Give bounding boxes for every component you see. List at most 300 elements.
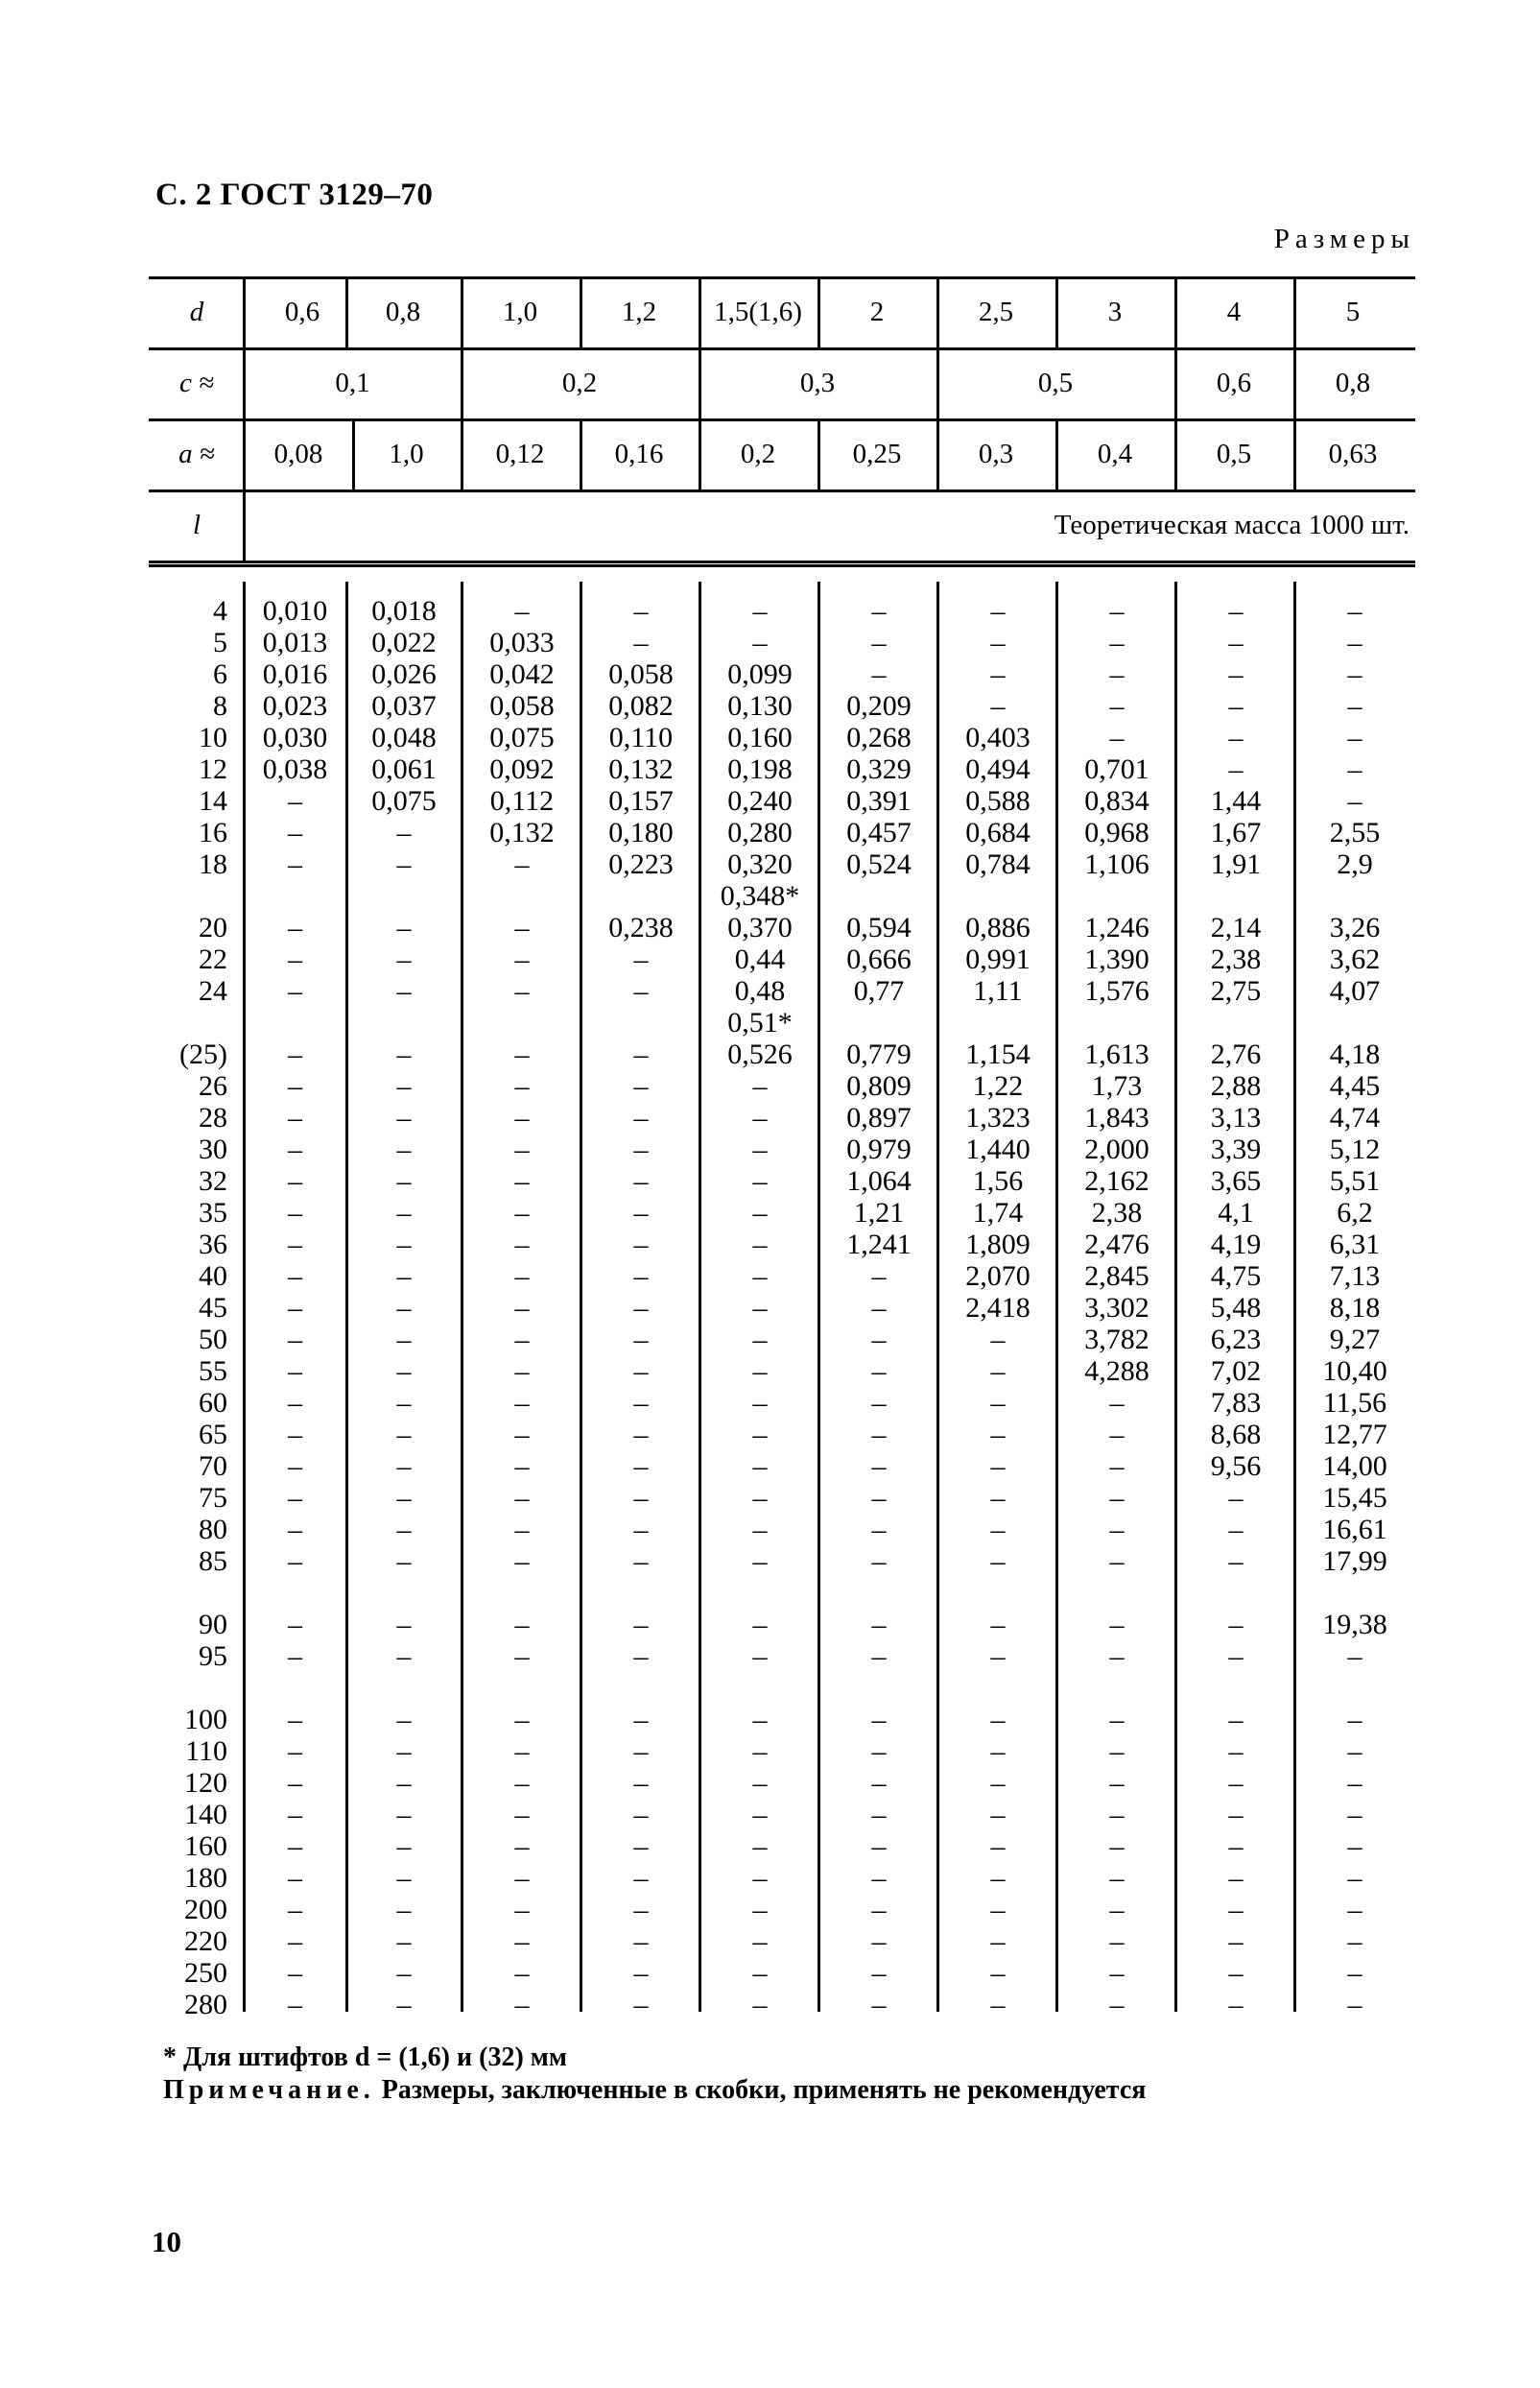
length-cell: (25): [179, 1039, 227, 1070]
mass-cell: 0,979: [846, 1134, 912, 1165]
mass-cell: –: [871, 1862, 887, 1894]
mass-cell: –: [396, 1830, 412, 1862]
mass-cell: 2,000: [1084, 1134, 1149, 1165]
mass-cell: [1176, 1672, 1295, 1704]
mass-cell: 9,27: [1329, 1324, 1381, 1355]
mass-cell: –: [1347, 595, 1362, 627]
mass-cell: –: [990, 690, 1006, 722]
mass-cell: –: [1228, 1894, 1244, 1925]
length-cell: 35: [199, 1197, 227, 1229]
length-cell: 16: [199, 817, 227, 848]
mass-cell: –: [514, 1894, 530, 1925]
mass-cell: –: [1109, 1957, 1125, 1989]
mass-cell: –: [288, 1419, 302, 1450]
length-cell: 6: [213, 658, 227, 690]
length-cell: 30: [199, 1134, 227, 1165]
mass-cell: 4,74: [1329, 1102, 1381, 1134]
mass-cell: 0,44: [734, 943, 786, 975]
mass-cell: –: [288, 1735, 302, 1767]
mass-cell: –: [1347, 1862, 1362, 1894]
mass-cell: –: [871, 1545, 887, 1577]
mass-cell: –: [288, 817, 302, 848]
length-cell: 70: [199, 1450, 227, 1482]
mass-cell: –: [288, 848, 302, 880]
mass-cell: –: [396, 1925, 412, 1957]
mass-cell: 0,042: [489, 658, 555, 690]
mass-cell: –: [1347, 690, 1362, 722]
mass-cell: –: [396, 817, 412, 848]
mass-cell: –: [514, 912, 530, 943]
mass-cell: –: [1347, 1704, 1362, 1735]
mass-cell: –: [752, 1894, 768, 1925]
length-cell: 85: [199, 1545, 227, 1577]
mass-cell: [700, 1577, 819, 1609]
mass-cell: –: [752, 1925, 768, 1957]
mass-cell: –: [288, 1324, 302, 1355]
mass-cell: –: [288, 1070, 302, 1102]
mass-cell: –: [288, 1894, 302, 1925]
mass-cell: –: [514, 1925, 530, 1957]
mass-cell: –: [288, 1830, 302, 1862]
mass-cell: 0,026: [371, 658, 437, 690]
mass-cell: 1,11: [973, 975, 1023, 1007]
mass-cell: [1295, 1007, 1414, 1039]
mass-cell: –: [514, 1197, 530, 1229]
length-cell: 40: [199, 1260, 227, 1292]
mass-cell: –: [990, 1894, 1006, 1925]
mass-cell: 1,241: [846, 1229, 912, 1260]
mass-cell: –: [1228, 1482, 1244, 1514]
mass-cell: –: [633, 1704, 649, 1735]
mass-cell: 2,418: [965, 1292, 1031, 1324]
mass-cell: [245, 1672, 345, 1704]
length-cell: 4: [213, 595, 227, 627]
mass-cell: –: [633, 1260, 649, 1292]
mass-cell: 12,77: [1322, 1419, 1387, 1450]
mass-cell: 6,2: [1337, 1197, 1373, 1229]
mass-cell: –: [396, 1799, 412, 1830]
mass-cell: 0,370: [727, 912, 793, 943]
mass-cell: –: [396, 1324, 412, 1355]
mass-cell: 7,13: [1329, 1260, 1381, 1292]
note-text: Размеры, заключенные в скобки, применять не рекомендуется: [381, 2075, 1147, 2105]
mass-cell: 1,154: [965, 1039, 1031, 1070]
mass-cell: 0,494: [965, 753, 1031, 785]
mass-cell: 3,65: [1210, 1165, 1262, 1197]
length-cell: 65: [199, 1419, 227, 1450]
mass-cell: –: [288, 1925, 302, 1957]
mass-cell: –: [288, 1260, 302, 1292]
mass-cell: 7,83: [1210, 1387, 1262, 1419]
mass-cell: –: [288, 1450, 302, 1482]
mass-cell: –: [752, 1545, 768, 1577]
mass-cell: –: [514, 1545, 530, 1577]
mass-cell: [462, 880, 581, 912]
mass-cell: –: [288, 943, 302, 975]
mass-cell: –: [396, 1229, 412, 1260]
mass-cell: 2,55: [1329, 817, 1381, 848]
mass-cell: –: [633, 1229, 649, 1260]
mass-cell: 0,77: [853, 975, 905, 1007]
mass-cell: –: [1228, 1799, 1244, 1830]
mass-cell: –: [871, 1894, 887, 1925]
mass-cell: –: [514, 1482, 530, 1514]
mass-cell: –: [752, 1609, 768, 1640]
mass-cell: –: [752, 1989, 768, 2020]
mass-cell: –: [288, 975, 302, 1007]
mass-cell: –: [514, 595, 530, 627]
mass-cell: –: [288, 1292, 302, 1324]
column-divider: [817, 276, 820, 347]
mass-cell: –: [752, 1229, 768, 1260]
mass-cell: –: [752, 1324, 768, 1355]
mass-cell: 0,013: [262, 627, 328, 658]
mass-cell: [245, 880, 345, 912]
mass-cell: 1,106: [1084, 848, 1149, 880]
mass-cell: 0,968: [1084, 817, 1149, 848]
mass-cell: 0,594: [846, 912, 912, 943]
mass-cell: 0,834: [1084, 785, 1149, 817]
mass-cell: –: [633, 1450, 649, 1482]
mass-cell: –: [1109, 1925, 1125, 1957]
mass-cell: –: [396, 975, 412, 1007]
mass-cell: 0,991: [965, 943, 1031, 975]
mass-cell: –: [871, 1799, 887, 1830]
mass-cell: 0,320: [727, 848, 793, 880]
mass-cell: –: [1347, 1735, 1362, 1767]
column-divider: [817, 418, 820, 490]
mass-cell: 0,457: [846, 817, 912, 848]
a-cell: 0,08: [273, 438, 323, 469]
mass-cell: –: [633, 1355, 649, 1387]
length-cell: [149, 1007, 227, 1039]
length-cell: 95: [199, 1640, 227, 1672]
mass-cell: –: [288, 1989, 302, 2020]
a-cell: 0,2: [740, 438, 776, 469]
mass-cell: 1,22: [972, 1070, 1024, 1102]
mass-cell: 0,110: [608, 722, 674, 753]
mass-cell: 0,132: [608, 753, 674, 785]
mass-cell: –: [396, 1419, 412, 1450]
mass-cell: 1,809: [965, 1229, 1031, 1260]
mass-cell: 0,588: [965, 785, 1031, 817]
mass-cell: 17,99: [1322, 1545, 1387, 1577]
mass-cell: –: [1228, 1514, 1244, 1545]
mass-cell: 1,576: [1084, 975, 1149, 1007]
mass-cell: 1,73: [1091, 1070, 1143, 1102]
mass-cell: 1,21: [853, 1197, 905, 1229]
mass-cell: –: [1109, 1514, 1125, 1545]
mass-cell: –: [396, 1957, 412, 1989]
mass-cell: –: [752, 1419, 768, 1450]
mass-cell: 1,440: [965, 1134, 1031, 1165]
mass-cell: –: [288, 1704, 302, 1735]
mass-cell: [1176, 1577, 1295, 1609]
mass-cell: –: [1228, 1735, 1244, 1767]
mass-cell: –: [396, 1735, 412, 1767]
mass-cell: 0,092: [489, 753, 555, 785]
mass-cell: 1,56: [972, 1165, 1024, 1197]
mass-cell: –: [871, 1767, 887, 1799]
mass-cell: –: [1347, 627, 1362, 658]
mass-cell: –: [514, 1039, 530, 1070]
mass-cell: –: [396, 1355, 412, 1387]
mass-cell: –: [871, 1609, 887, 1640]
mass-cell: 4,19: [1210, 1229, 1262, 1260]
mass-cell: –: [633, 975, 649, 1007]
mass-cell: –: [396, 1989, 412, 2020]
mass-cell: –: [752, 1735, 768, 1767]
mass-cell: –: [288, 1545, 302, 1577]
length-cell: 110: [185, 1735, 227, 1767]
mass-cell: –: [990, 1862, 1006, 1894]
mass-cell: –: [633, 1609, 649, 1640]
mass-cell: [938, 1672, 1057, 1704]
mass-cell: [581, 1007, 700, 1039]
mass-cell: –: [396, 1134, 412, 1165]
mass-cell: 10,40: [1322, 1355, 1387, 1387]
mass-cell: –: [1347, 722, 1362, 753]
mass-cell: 0,082: [608, 690, 674, 722]
d-cell: 4: [1226, 296, 1242, 327]
mass-cell: –: [871, 1989, 887, 2020]
length-cell: 55: [199, 1355, 227, 1387]
mass-cell: –: [514, 1989, 530, 2020]
mass-cell: –: [514, 1292, 530, 1324]
mass-cell: –: [752, 1197, 768, 1229]
mass-cell: 0,018: [371, 595, 437, 627]
mass-cell: –: [1109, 1862, 1125, 1894]
mass-cell: 1,91: [1210, 848, 1262, 880]
length-cell: [149, 1672, 227, 1704]
mass-cell: –: [514, 1387, 530, 1419]
mass-cell: –: [1228, 722, 1244, 753]
c-cell: 0,3: [799, 367, 836, 398]
mass-cell: 2,76: [1210, 1039, 1262, 1070]
mass-cell: –: [752, 1102, 768, 1134]
mass-cell: 0,030: [262, 722, 328, 753]
mass-cell: 15,45: [1322, 1482, 1387, 1514]
mass-cell: [1295, 1672, 1414, 1704]
mass-cell: –: [1109, 1419, 1125, 1450]
table-rule: [149, 561, 1415, 563]
mass-cell: 14,00: [1322, 1450, 1387, 1482]
mass-cell: –: [1228, 1862, 1244, 1894]
mass-cell: –: [871, 1514, 887, 1545]
mass-cell: –: [1347, 1830, 1362, 1862]
mass-cell: –: [990, 658, 1006, 690]
length-cell: 45: [199, 1292, 227, 1324]
mass-cell: –: [871, 658, 887, 690]
row-label-c: c ≈: [178, 367, 215, 398]
mass-cell: –: [633, 1197, 649, 1229]
length-cell: 80: [199, 1514, 227, 1545]
mass-cell: [938, 1577, 1057, 1609]
mass-cell: 1,74: [972, 1197, 1024, 1229]
mass-cell: –: [288, 1609, 302, 1640]
mass-cell: –: [1109, 658, 1125, 690]
length-cell: 100: [184, 1704, 227, 1735]
mass-cell: –: [1347, 1799, 1362, 1830]
a-cell: 0,4: [1097, 438, 1133, 469]
mass-cell: –: [633, 1419, 649, 1450]
mass-cell: 0,198: [727, 753, 793, 785]
mass-cell: –: [990, 1640, 1006, 1672]
mass-cell: –: [396, 943, 412, 975]
mass-cell: 1,67: [1210, 817, 1262, 848]
length-cell: [149, 880, 227, 912]
mass-cell: 0,526: [727, 1039, 793, 1070]
mass-cell: 0,157: [608, 785, 674, 817]
mass-cell: –: [752, 1704, 768, 1735]
mass-cell: –: [871, 1419, 887, 1450]
mass-cell: [819, 880, 938, 912]
mass-cell: –: [871, 1292, 887, 1324]
mass-cell: –: [752, 1830, 768, 1862]
mass-cell: –: [1228, 1989, 1244, 2020]
mass-cell: [347, 1577, 461, 1609]
mass-cell: –: [514, 1450, 530, 1482]
mass-cell: –: [1228, 690, 1244, 722]
mass-cell: –: [752, 1767, 768, 1799]
length-cell: 36: [199, 1229, 227, 1260]
mass-cell: –: [1347, 1957, 1362, 1989]
mass-cell: –: [633, 1894, 649, 1925]
mass-cell: –: [633, 1482, 649, 1514]
mass-cell: –: [396, 1197, 412, 1229]
mass-cell: –: [514, 1799, 530, 1830]
mass-cell: 0,48: [734, 975, 786, 1007]
d-cell: 5: [1345, 296, 1361, 327]
mass-cell: –: [288, 1482, 302, 1514]
mass-cell: –: [288, 1229, 302, 1260]
mass-cell: –: [1347, 1894, 1362, 1925]
mass-cell: –: [1228, 658, 1244, 690]
mass-caption: Теоретическая масса 1000 шт.: [1054, 509, 1410, 540]
mass-cell: [1176, 1007, 1295, 1039]
mass-cell: –: [871, 1260, 887, 1292]
c-cell: 0,5: [1037, 367, 1074, 398]
mass-cell: –: [990, 1324, 1006, 1355]
d-cell: 1,0: [502, 296, 538, 327]
mass-cell: –: [990, 1545, 1006, 1577]
mass-cell: [245, 1007, 345, 1039]
page-header: С. 2 ГОСТ 3129–70: [155, 178, 434, 212]
mass-cell: –: [752, 1514, 768, 1545]
mass-cell: –: [396, 1704, 412, 1735]
mass-cell: –: [288, 1957, 302, 1989]
mass-cell: –: [1228, 1640, 1244, 1672]
mass-cell: 4,75: [1210, 1260, 1262, 1292]
mass-cell: 19,38: [1322, 1609, 1387, 1640]
mass-cell: [938, 1007, 1057, 1039]
mass-cell: –: [1228, 595, 1244, 627]
mass-cell: 1,390: [1084, 943, 1149, 975]
mass-cell: –: [1109, 722, 1125, 753]
a-cell: 0,16: [614, 438, 664, 469]
mass-cell: –: [633, 1387, 649, 1419]
table-body: [149, 582, 1415, 2021]
mass-cell: –: [514, 975, 530, 1007]
mass-cell: –: [871, 1482, 887, 1514]
mass-cell: –: [1109, 1799, 1125, 1830]
mass-cell: –: [633, 1039, 649, 1070]
length-cell: 5: [213, 627, 227, 658]
mass-cell: 6,31: [1329, 1229, 1381, 1260]
mass-cell: –: [752, 1482, 768, 1514]
length-cell: 60: [199, 1387, 227, 1419]
mass-cell: –: [514, 1324, 530, 1355]
mass-cell: 4,45: [1329, 1070, 1381, 1102]
length-cell: 20: [199, 912, 227, 943]
length-cell: 200: [184, 1894, 227, 1925]
mass-cell: –: [871, 1324, 887, 1355]
column-divider: [243, 276, 246, 563]
mass-cell: –: [752, 1292, 768, 1324]
mass-cell: [581, 1672, 700, 1704]
d-cell: 3: [1107, 296, 1123, 327]
mass-cell: 0,022: [371, 627, 437, 658]
mass-cell: [347, 880, 461, 912]
mass-cell: 4,07: [1329, 975, 1381, 1007]
mass-cell: –: [633, 1767, 649, 1799]
mass-cell: –: [990, 1419, 1006, 1450]
mass-cell: –: [396, 1165, 412, 1197]
mass-cell: –: [396, 1514, 412, 1545]
mass-cell: 3,13: [1210, 1102, 1262, 1134]
d-cell: 0,8: [385, 296, 421, 327]
mass-cell: –: [1109, 1735, 1125, 1767]
mass-cell: 0,075: [489, 722, 555, 753]
a-cell: 0,12: [495, 438, 545, 469]
row-c: [149, 349, 1415, 417]
mass-cell: –: [990, 1957, 1006, 1989]
column-divider: [1055, 276, 1058, 347]
row-label-a: a ≈: [178, 438, 215, 469]
mass-cell: –: [396, 1545, 412, 1577]
mass-cell: 0,223: [608, 848, 674, 880]
mass-cell: 1,44: [1210, 785, 1262, 817]
mass-cell: –: [990, 627, 1006, 658]
mass-cell: 0,058: [608, 658, 674, 690]
mass-cell: [347, 1672, 461, 1704]
mass-cell: 0,897: [846, 1102, 912, 1134]
mass-cell: –: [288, 1514, 302, 1545]
length-cell: 8: [213, 690, 227, 722]
mass-cell: –: [1228, 1830, 1244, 1862]
mass-cell: –: [752, 627, 768, 658]
mass-cell: –: [288, 785, 302, 817]
mass-cell: –: [288, 1039, 302, 1070]
length-cell: 12: [199, 753, 227, 785]
mass-cell: 0,784: [965, 848, 1031, 880]
mass-cell: –: [1228, 1704, 1244, 1735]
mass-cell: 3,26: [1329, 912, 1381, 943]
mass-cell: 0,010: [262, 595, 328, 627]
mass-cell: 2,38: [1091, 1197, 1143, 1229]
mass-cell: –: [871, 1704, 887, 1735]
mass-cell: –: [1347, 753, 1362, 785]
mass-cell: –: [288, 1165, 302, 1197]
mass-cell: –: [633, 1165, 649, 1197]
mass-cell: 9,56: [1210, 1450, 1262, 1482]
column-divider: [1055, 418, 1058, 490]
mass-cell: –: [752, 1387, 768, 1419]
length-cell: 140: [184, 1799, 227, 1830]
mass-cell: –: [396, 1894, 412, 1925]
mass-cell: –: [1228, 1767, 1244, 1799]
a-cell: 0,5: [1216, 438, 1252, 469]
